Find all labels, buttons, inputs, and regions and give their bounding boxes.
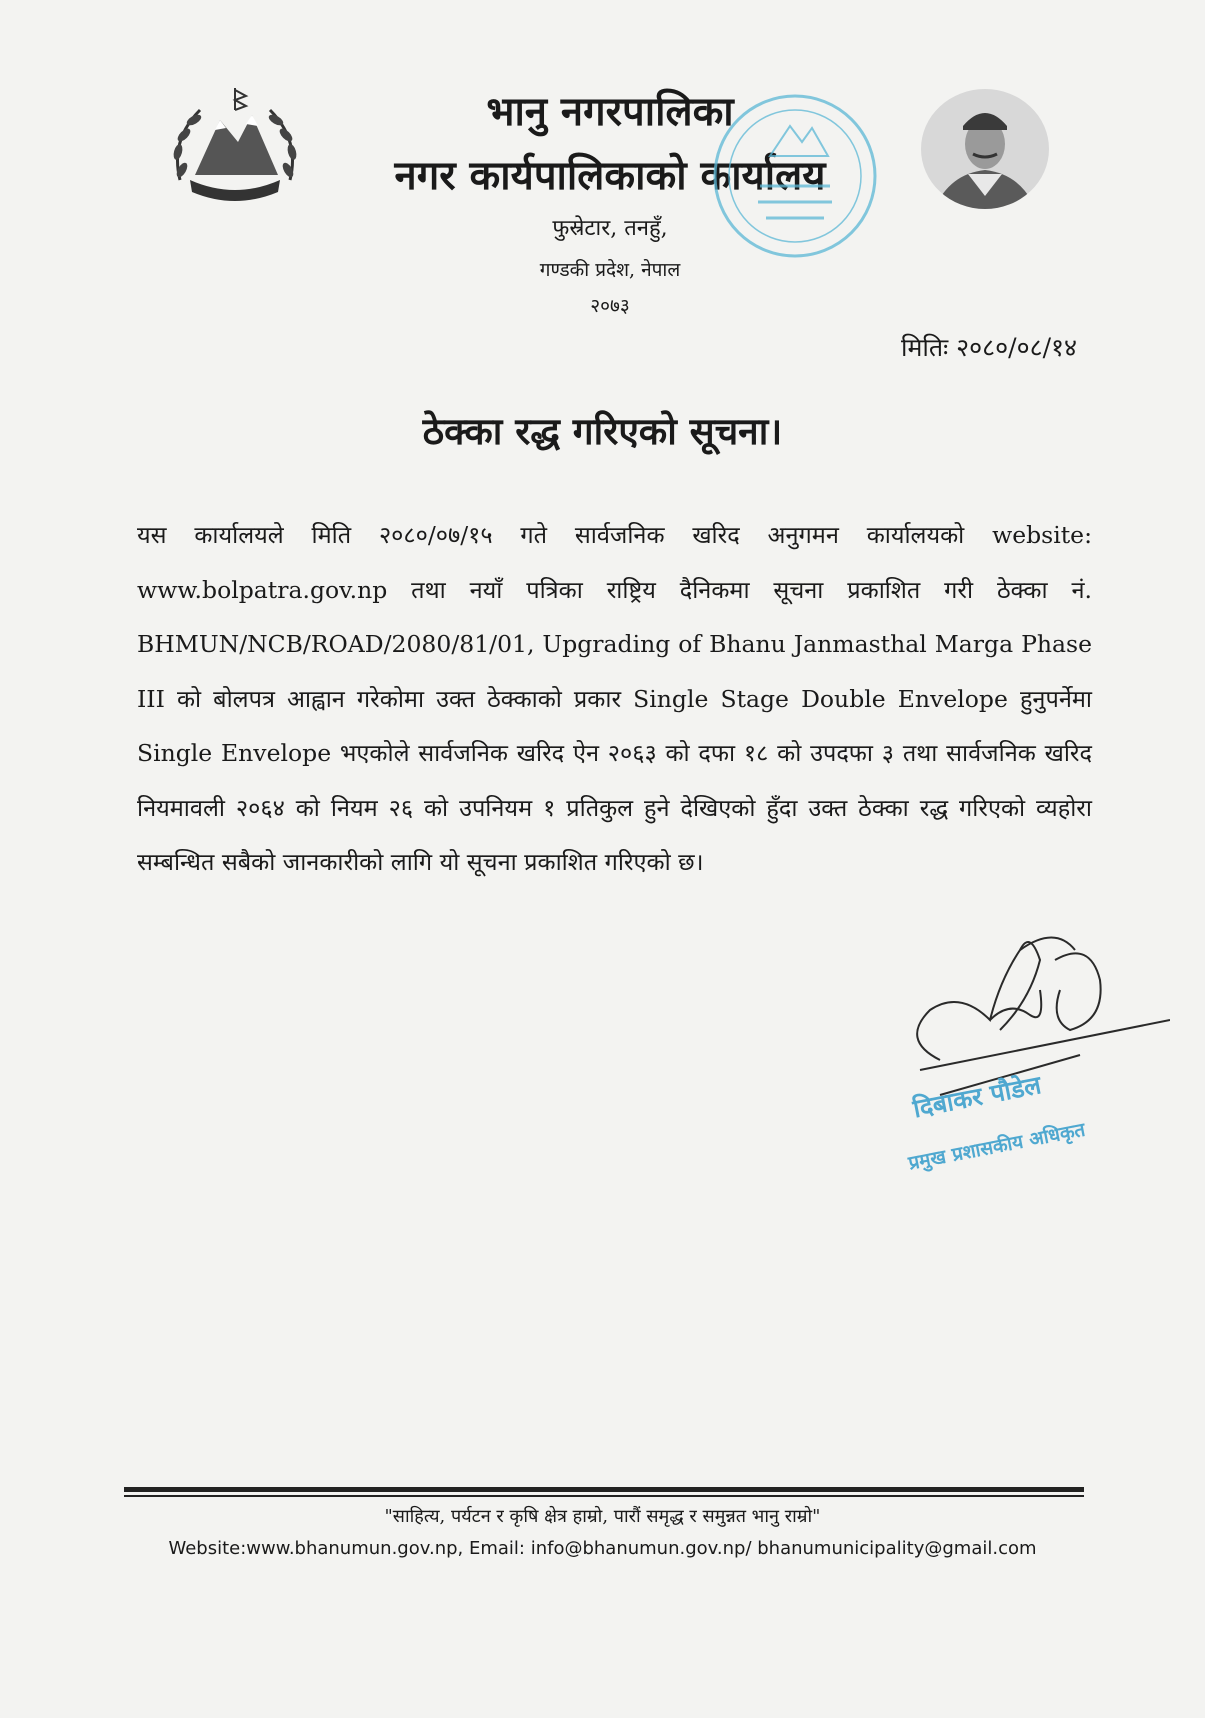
established-year: २०७३ — [590, 295, 630, 317]
notice-body: यस कार्यालयले मिति २०८०/०७/१५ गते सार्वजनिक खरिद अनुगमन कार्यालयको website: www.bolpatra.gov.np तथा नयाँ पत्रिका राष्ट्रिय दैनिकमा सूचना प्रकाशित गरी ठेक्का नं. BHMUN/NCB/ROAD/2080/81/01, Upgrading of Bhanu Janmasthal Marga Phase III को बोलपत्र आह्वान गरेकोमा उक्त ठेक्काको प्रकार Single Stage Double Envelope हुनुपर्नेमा Single Envelope भएकोले सार्वजनिक खरिद ऐन २०६३ को दफा १८ को उपदफा ३ तथा सार्वजनिक खरिद नियमावली २०६४ को नियम २६ को उपनियम १ प्रतिकुल हुने देखिएको हुँदा उक्त ठेक्का रद्ध गरिएको व्यहोरा सम्बन्धित सबैको जानकारीको लागि यो सूचना प्रकाशित गरिएको छ। — [137, 521, 1092, 876]
office-stamp — [700, 86, 890, 266]
municipality-name: भानु नगरपालिका — [486, 88, 734, 135]
signatory-role: प्रमुख प्रशासकीय अधिकृत — [906, 1118, 1088, 1175]
footer-divider — [124, 1485, 1084, 1499]
government-emblem-icon — [160, 80, 310, 210]
signatory-name: दिबाकर पौडेल — [910, 1070, 1044, 1124]
office-address: फुस्रेटार, तनहुँ, — [552, 216, 668, 241]
office-name: नगर कार्यपालिकाको कार्यालय — [394, 152, 826, 199]
portrait-photo — [918, 86, 1052, 212]
notice-title: ठेक्का रद्ध गरिएको सूचना। — [422, 409, 783, 453]
notice-date: मितिः २०८०/०८/१४ — [901, 333, 1077, 362]
footer-contact: Website:www.bhanumun.gov.np, Email: info@bhanumun.gov.np/ bhanumunicipality@gmail.com — [168, 1538, 1037, 1559]
office-province: गण्डकी प्रदेश, नेपाल — [539, 259, 681, 281]
footer-slogan: "साहित्य, पर्यटन र कृषि क्षेत्र हाम्रो, पारौं समृद्ध र समुन्नत भानु राम्रो" — [384, 1506, 821, 1527]
